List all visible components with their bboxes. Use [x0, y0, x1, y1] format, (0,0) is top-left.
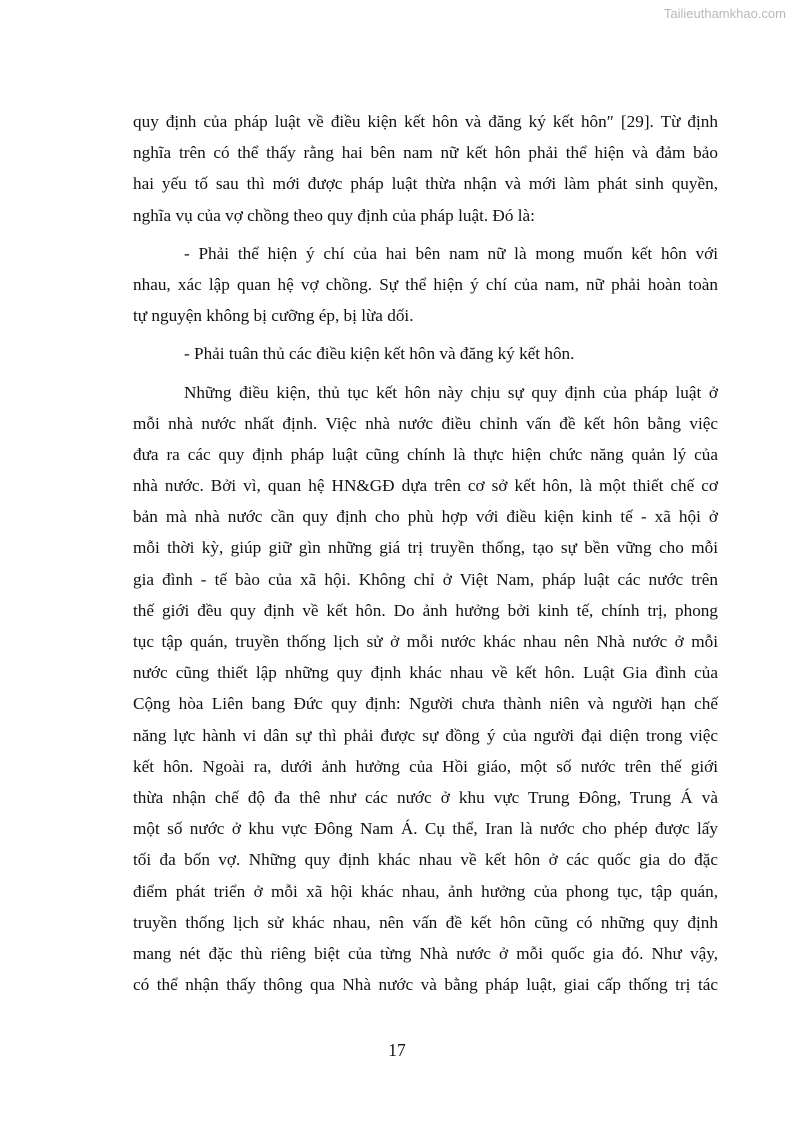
text-line: mỗi nhà nước nhất định. Việc nhà nước điều chỉnh vấn đề kết hôn bằng việc — [133, 413, 718, 433]
watermark: Tailieuthamkhao.com — [663, 6, 786, 21]
text-line: đưa ra các quy định pháp luật cũng chính là thực hiện chức năng quản lý của — [133, 444, 718, 464]
text-line: bản mà nhà nước cần quy định cho phù hợp với điều kiện kinh tế - xã hội ở — [133, 507, 718, 527]
text-line: tục tập quán, truyền thống lịch sử ở mỗi nước khác nhau nên Nhà nước ở mỗi — [133, 632, 718, 651]
page-number: 17 — [388, 1040, 406, 1060]
paragraph-1 — [133, 106, 718, 231]
text-line: tối đa bốn vợ. Những quy định khác nhau về kết hôn ở các quốc gia do đặc — [133, 850, 718, 870]
paragraph-gap — [133, 370, 718, 377]
text-line: - Phải tuân thủ các điều kiện kết hôn và đăng ký kết hôn. — [184, 344, 575, 364]
text-line: kết hôn. Ngoài ra, dưới ảnh hưởng của Hồi giáo, một số nước trên thế giới — [133, 756, 718, 776]
text-line: một số nước ở khu vực Đông Nam Á. Cụ thể, Iran là nước cho phép được lấy — [133, 819, 718, 839]
paragraph-3 — [133, 338, 718, 369]
paragraph-2 — [133, 238, 718, 332]
text-line: gia đình - tế bào của xã hội. Không chỉ ở Việt Nam, pháp luật các nước trên — [133, 569, 718, 589]
paragraph-gap — [133, 231, 718, 238]
text-line: có thể nhận thấy thông qua Nhà nước và bằng pháp luật, giai cấp thống trị tác — [133, 975, 718, 995]
text-line: nhau, xác lập quan hệ vợ chồng. Sự thể hiện ý chí của nam, nữ phải hoàn toàn — [133, 274, 718, 294]
text-line: nghĩa vụ của vợ chồng theo quy định của pháp luật. Đó là: — [133, 205, 535, 225]
text-line: - Phải thể hiện ý chí của hai bên nam nữ là mong muốn kết hôn với — [184, 243, 718, 263]
text-line: Cộng hòa Liên bang Đức quy định: Người chưa thành niên và người hạn chế — [133, 694, 718, 714]
text-line: điểm phát triển ở mỗi xã hội khác nhau, ảnh hưởng của phong tục, tập quán, — [133, 881, 718, 901]
text-line: thế giới đều quy định về kết hôn. Do ảnh hưởng bởi kinh tế, chính trị, phong — [133, 600, 718, 620]
text-line: năng lực hành vi dân sự thì phải được sự đồng ý của người đại diện trong việc — [133, 725, 718, 745]
text-line: nghĩa trên có thể thấy rằng hai bên nam nữ kết hôn phải thể hiện và đảm bảo — [133, 143, 718, 163]
text-line: truyền thống lịch sử khác nhau, nên vấn đề kết hôn cũng có những quy định — [133, 912, 718, 932]
text-line: mỗi thời kỳ, giúp giữ gìn những giá trị truyền thống, tạo sự bền vững cho mỗi — [133, 538, 718, 558]
text-line: nước cũng thiết lập những quy định khác nhau về kết hôn. Luật Gia đình của — [133, 663, 718, 683]
page-body — [133, 106, 718, 1000]
text-line: hai yếu tố sau thì mới được pháp luật thừa nhận và mới làm phát sinh quyền, — [133, 174, 718, 194]
text-line: mang nét đặc thù riêng biệt của từng Nhà nước ở mỗi quốc gia đó. Như vậy, — [133, 943, 718, 963]
text-line: Những điều kiện, thủ tục kết hôn này chịu sự quy định của pháp luật ở — [184, 382, 718, 402]
paragraph-gap — [133, 331, 718, 338]
text-line: tự nguyện không bị cưỡng ép, bị lừa dối. — [133, 306, 414, 326]
text-line: quy định của pháp luật về điều kiện kết hôn và đăng ký kết hôn″ [29]. Từ định — [133, 112, 718, 131]
paragraph-4 — [133, 377, 718, 1001]
text-line: thừa nhận chế độ đa thê như các nước ở khu vực Trung Đông, Trung Á và — [133, 787, 718, 807]
text-line: nhà nước. Bởi vì, quan hệ HN&GĐ dựa trên cơ sở kết hôn, là một thiết chế cơ — [133, 476, 718, 496]
